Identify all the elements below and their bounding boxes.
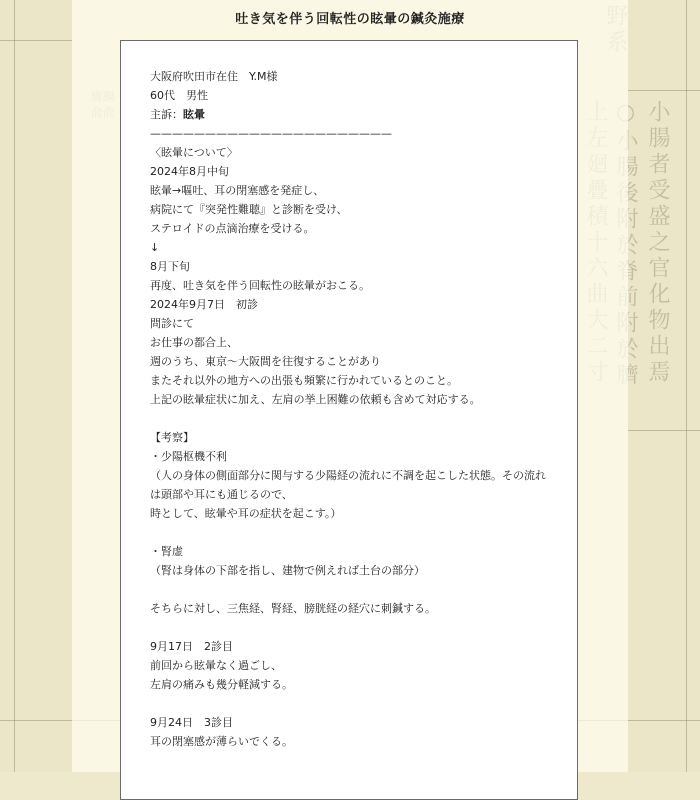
chief-complaint — [150, 105, 570, 124]
record-line: ・少陽枢機不利 — [150, 450, 227, 463]
record-line: ↓ — [150, 241, 160, 254]
record-line: （腎は身体の下部を指し、建物で例えれば土台の部分） — [150, 564, 425, 577]
record-line — [150, 580, 570, 599]
chief-complaint-label: 主訴： — [150, 108, 183, 121]
record-line: 上記の眩暈症状に加え、左肩の挙上困難の依頼も含めて対応する。 — [150, 393, 481, 406]
page-title: 吐き気を伴う回転性の眩暈の鍼灸施療 — [235, 12, 465, 27]
record-line: 再度、吐き気を伴う回転性の眩暈がおこる。 — [150, 279, 370, 292]
record-line: 2024年9月7日 初診 — [150, 298, 258, 311]
record-line: 耳の閉塞感が薄らいでくる。 — [150, 735, 293, 748]
record-line: 問診にて — [150, 317, 194, 330]
record-line: またそれ以外の地方への出張も頻繁に行かれているとのこと。 — [150, 374, 458, 387]
record-line: 病院にて『突発性難聴』と診断を受け、 — [150, 203, 348, 216]
record-line: は頭部や耳にも通じるので、 — [150, 488, 293, 501]
record-line: そちらに対し、三焦経、腎経、膀胱経の経穴に刺鍼する。 — [150, 602, 436, 615]
record-line — [150, 409, 570, 428]
record-line: ステロイドの点滴治療を受ける。 — [150, 222, 315, 235]
record-line: 【考察】 — [150, 431, 194, 444]
client-location: 大阪府吹田市在住 Y.M様 — [150, 70, 278, 83]
client-profile: 60代 男性 — [150, 89, 208, 102]
record-line: ・腎虚 — [150, 545, 183, 558]
record-line — [150, 618, 570, 637]
background-rule — [0, 40, 72, 41]
record-lines — [150, 143, 570, 751]
background-rule — [628, 90, 700, 91]
record-line: 8月下旬 — [150, 260, 190, 273]
record-line: 眩暈→嘔吐、耳の閉塞感を発症し、 — [150, 184, 325, 197]
record-line: 時として、眩暈や耳の症状を起こす。） — [150, 507, 342, 520]
case-record-card — [120, 40, 578, 800]
record-line: 9月17日 2診目 — [150, 640, 233, 653]
divider-line: —————————————————————— — [150, 127, 392, 140]
background-rule — [686, 0, 687, 772]
background-rule — [14, 0, 15, 772]
record-line: 2024年8月中旬 — [150, 165, 229, 178]
case-record-body — [150, 67, 570, 751]
record-line: 〈眩暈について〉 — [150, 146, 238, 159]
record-line: 左肩の痛みも幾分軽減する。 — [150, 678, 293, 691]
record-line — [150, 694, 570, 713]
background-glyph-column: 小腸者受盛之官化物出焉 — [645, 100, 670, 386]
record-line — [150, 523, 570, 542]
record-line: （人の身体の側面部分に関与する少陽経の流れに不調を起こした状態。その流れ — [150, 469, 546, 482]
record-line: 9月24日 3診目 — [150, 716, 233, 729]
record-line: お仕事の都合上、 — [150, 336, 238, 349]
chief-complaint-value: 眩暈 — [183, 108, 205, 121]
record-line: 週のうち、東京〜大阪間を往復することがあり — [150, 355, 381, 368]
record-line: 前回から眩暈なく過ごし、 — [150, 659, 282, 672]
